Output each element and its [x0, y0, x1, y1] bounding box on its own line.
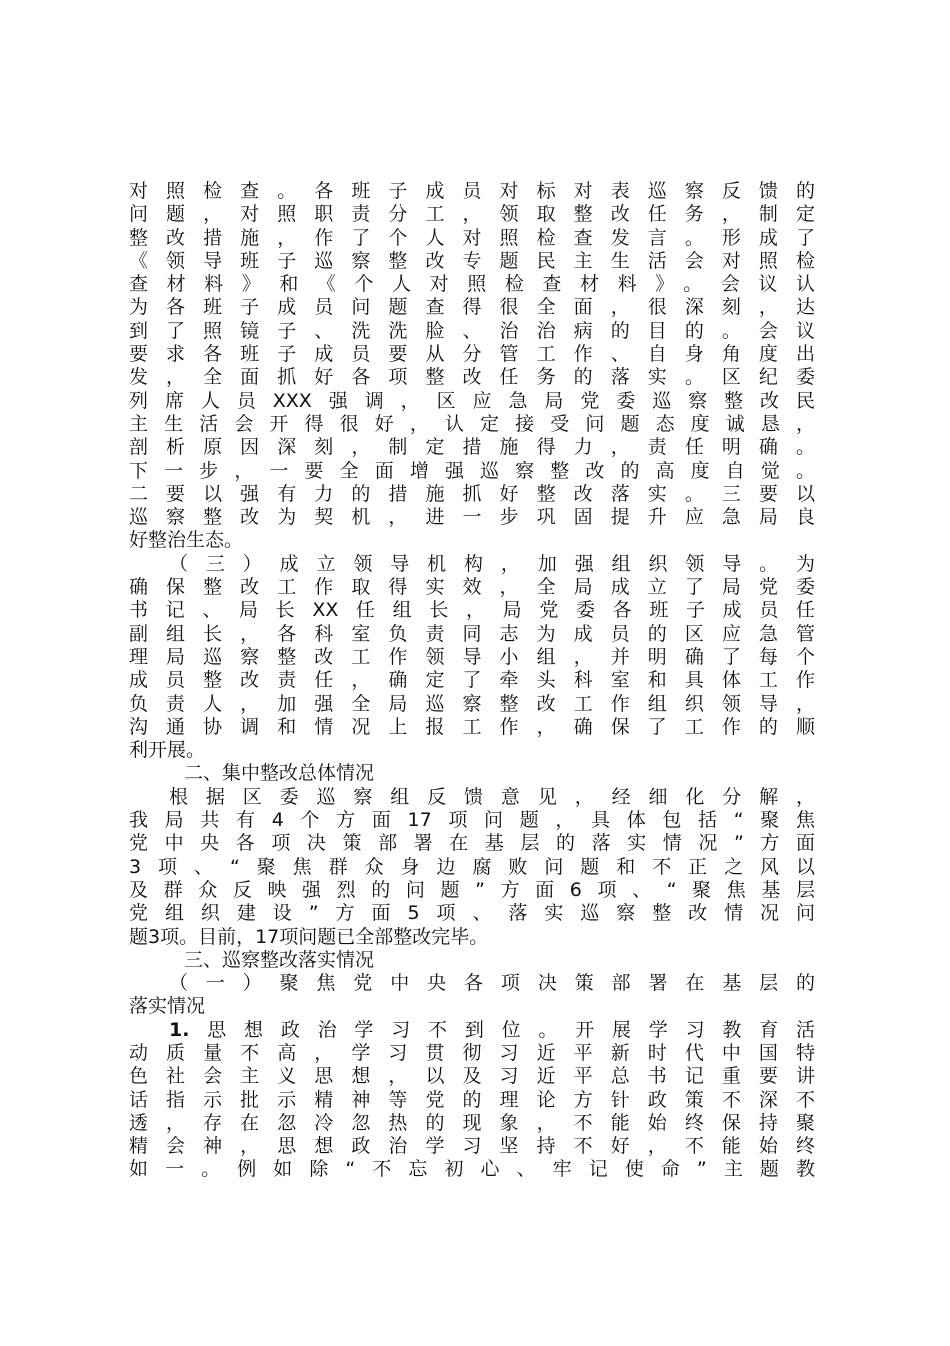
text-line: 精会神，思想政治学习坚持不好，不能始终 — [129, 1135, 815, 1158]
text-line: 理局巡察整改工作领导小组，并明确了每个 — [129, 645, 815, 668]
text-line: 下一步，一要全面增强巡察整改的高度自觉。 — [129, 459, 815, 482]
text-line: 利开展。 — [129, 739, 206, 762]
text-line: 动质量不高，学习贯彻习近平新时代中国特 — [129, 1041, 815, 1064]
paragraph — [129, 972, 815, 1019]
text-line: 主生活会开得很好，认定接受问题态度诚恳， — [129, 412, 815, 435]
text-line: 负责人，加强全局巡察整改工作组织领导， — [129, 692, 815, 715]
text-line: 确保整改工作取得实效，全局成立了局党委 — [129, 576, 815, 599]
text-line: 《领导班子巡察整改专题民主生活会对照检 — [129, 249, 815, 272]
text-line: 书记、局长XX任组长，局党委各班子成员任 — [129, 599, 815, 622]
text-line: 列席人员XXX强调，区应急局党委巡察整改民 — [129, 389, 815, 412]
text-line: 二要以强有力的措施抓好整改落实。三要以 — [129, 482, 815, 505]
text-line: 沟通协调和情况上报工作，确保了工作的顺 — [129, 715, 815, 738]
text-line: 透，存在忽冷忽热的现象，不能始终保持聚 — [129, 1111, 815, 1134]
text-line: 题3项。目前，17项问题已全部整改完毕。 — [129, 925, 489, 948]
text-line: 整改措施，作了个人对照检查发言。形成了 — [129, 226, 815, 249]
paragraph — [129, 949, 815, 972]
text-line: 到了照镜子、洗洗脸、治治病的目的。会议 — [129, 319, 815, 342]
text-line: 三、巡察整改落实情况 — [184, 948, 375, 971]
text-line: 剖析原因深刻，制定措施得力，责任明确。 — [129, 436, 815, 459]
text-line: 3项、“聚焦群众身边腐败问题和不正之风以 — [129, 855, 815, 878]
text-line: 好整治生态。 — [129, 529, 244, 552]
text-line: 如一。例如除“不忘初心、牢记使命”主题教 — [129, 1158, 815, 1181]
text-line: 成员整改责任，确定了牵头科室和具体工作 — [129, 669, 815, 692]
text-line: 问题，对照职责分工，领取整改任务，制定 — [129, 203, 815, 226]
text-line — [129, 1019, 815, 1042]
item-number: 1. — [169, 1018, 190, 1041]
text-line: （一）聚焦党中央各项决策部署在基层的 — [169, 972, 815, 995]
text-line: 为各班子成员问题查得很全面，很深刻，达 — [129, 296, 815, 319]
paragraph — [129, 553, 815, 763]
text-line: 副组长，各科室负责同志为成员的区应急管 — [129, 622, 815, 645]
text-line: 发，全面抓好各项整改任务的落实。区纪委 — [129, 366, 815, 389]
text-line: 落实情况 — [129, 995, 206, 1018]
text-line: 对照检查。各班子成员对标对表巡察反馈的 — [129, 180, 815, 202]
paragraph — [129, 762, 815, 785]
text-line: 及群众反映强烈的问题”方面6项、“聚焦基层 — [129, 878, 815, 901]
paragraph — [129, 786, 815, 949]
text-line: 二、集中整改总体情况 — [184, 762, 375, 785]
text-line: （三）成立领导机构，加强组织领导。为 — [169, 552, 815, 575]
paragraph — [129, 1019, 815, 1182]
text-line: 党中央各项决策部署在基层的落实情况”方面 — [129, 832, 815, 855]
text-line: 根据区委巡察组反馈意见，经细化分解， — [169, 785, 815, 808]
text-line: 要求各班子成员要从分管工作、自身角度出 — [129, 343, 815, 366]
text-line: 巡察整改为契机，进一步巩固提升应急局良 — [129, 506, 815, 529]
text-line: 查材料》和《个人对照检查材料》。会议认 — [129, 273, 815, 296]
text-line: 话指示批示精神等党的理论方针政策不深不 — [129, 1088, 815, 1111]
text-line: 党组织建设”方面5项、落实巡察整改情况问 — [129, 902, 815, 925]
text-line-rest: 思想政治学习不到位。开展学习教育活 — [189, 1018, 815, 1041]
text-line: 色社会主义思想，以及习近平总书记重要讲 — [129, 1065, 815, 1088]
paragraph — [129, 180, 815, 553]
document-body — [129, 180, 815, 1182]
text-line: 我局共有4个方面17项问题，具体包括“聚焦 — [129, 809, 815, 832]
